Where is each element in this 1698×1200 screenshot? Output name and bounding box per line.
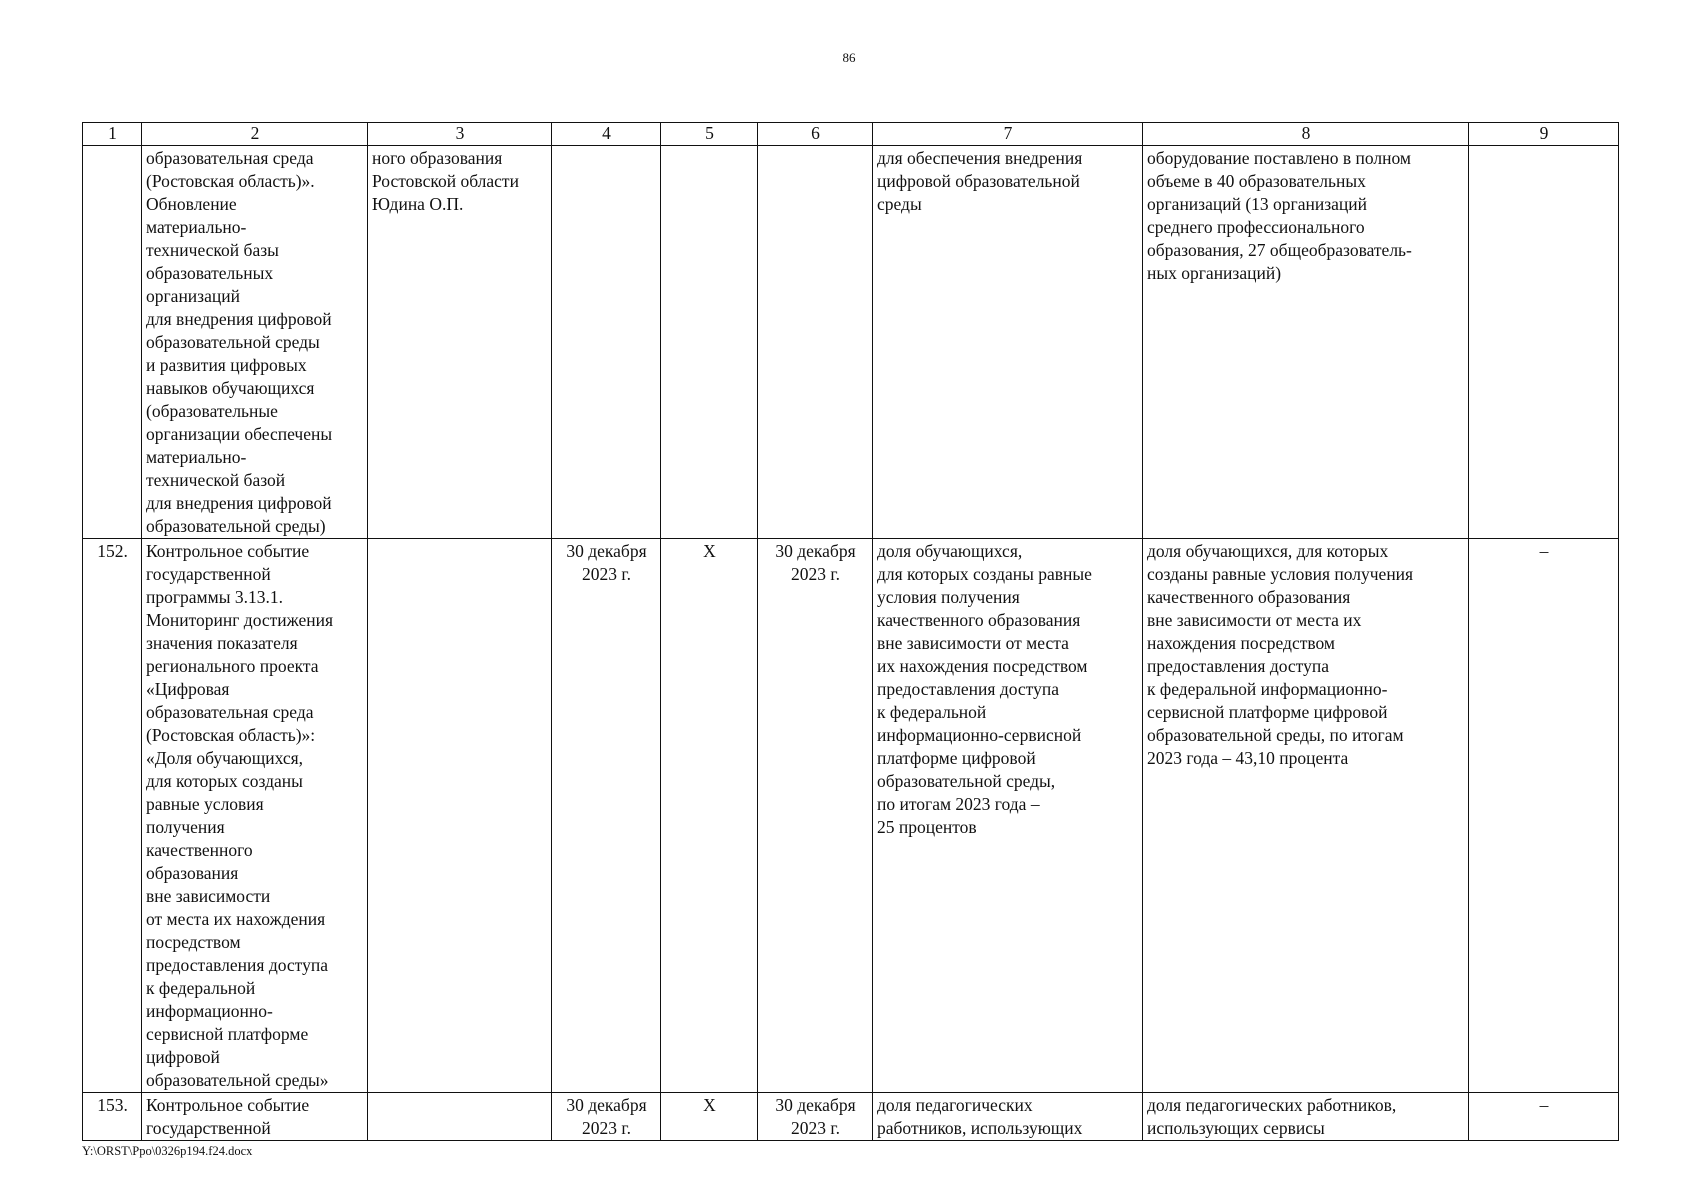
planned-result-line: для обеспечения внедрения	[877, 148, 1083, 168]
planned-result-line: цифровой образовательной	[877, 171, 1080, 191]
event-description-line: материально-	[146, 217, 247, 237]
actual-result-line: организаций (13 организаций	[1147, 194, 1367, 214]
planned-result-cell	[873, 1093, 1143, 1141]
file-path-footer: Y:\ORST\Ppo\0326p194.f24.docx	[82, 1144, 253, 1158]
planned-date-line: 30 декабря	[566, 1095, 647, 1115]
actual-result-line: образовательной среды, по итогам	[1147, 725, 1404, 745]
table-row	[83, 539, 1619, 1093]
planned-result-line: по итогам 2023 года –	[877, 794, 1040, 814]
actual-result-line: нахождения посредством	[1147, 633, 1336, 653]
event-description-line: для которых созданы	[146, 771, 303, 791]
actual-date-line: 30 декабря	[775, 541, 856, 561]
responsible-cell	[368, 1093, 552, 1141]
event-description-line: «Доля обучающихся,	[146, 748, 304, 768]
event-description-line: Обновление	[146, 194, 237, 214]
actual-result-cell	[1143, 539, 1469, 1093]
actual-result-cell	[1143, 1093, 1469, 1141]
note-cell	[1469, 146, 1619, 539]
event-description-line: государственной	[146, 564, 271, 584]
event-description-line: организации обеспечены	[146, 424, 333, 444]
event-description-line: Контрольное событие	[146, 1095, 310, 1115]
actual-date-cell	[758, 146, 873, 539]
planned-result-line: доля педагогических	[877, 1095, 1033, 1115]
planned-result-line: качественного образования	[877, 610, 1081, 630]
row-number-cell	[83, 1093, 142, 1141]
event-description-line: навыков обучающихся	[146, 378, 315, 398]
actual-result-line: качественного образования	[1147, 587, 1351, 607]
event-description-line: (Ростовская область)»:	[146, 725, 316, 745]
event-description-line: для внедрения цифровой	[146, 493, 332, 513]
planned-result-line: их нахождения посредством	[877, 656, 1088, 676]
planned-result-line: к федеральной	[877, 702, 987, 722]
planned-result-line: предоставления доступа	[877, 679, 1059, 699]
row-number-cell	[83, 146, 142, 539]
event-description-line: образовательной среды)	[146, 516, 326, 536]
event-description-line: образовательной среды»	[146, 1070, 329, 1090]
table-row	[83, 1093, 1619, 1141]
planned-result-line: условия получения	[877, 587, 1020, 607]
column-header: 2	[142, 123, 368, 146]
note: –	[1539, 541, 1549, 561]
event-description-cell	[142, 539, 368, 1093]
planned-result-line: 25 процентов	[877, 817, 977, 837]
note: –	[1539, 1095, 1549, 1115]
responsible-cell	[368, 146, 552, 539]
actual-result-line: образования, 27 общеобразователь-	[1147, 240, 1412, 260]
planned-result-line: работников, использующих	[877, 1118, 1083, 1138]
responsible-cell	[368, 539, 552, 1093]
planned-date-cell	[552, 146, 661, 539]
mark-cell	[661, 539, 758, 1093]
column-header: 7	[873, 123, 1143, 146]
actual-result-line: объеме в 40 образовательных	[1147, 171, 1366, 191]
planned-result-line: платформе цифровой	[877, 748, 1036, 768]
report-table	[82, 122, 1619, 1141]
planned-result-line: образовательной среды,	[877, 771, 1056, 791]
event-description-line: Контрольное событие	[146, 541, 310, 561]
planned-date-line: 2023 г.	[582, 1118, 631, 1138]
planned-result-line: информационно-сервисной	[877, 725, 1082, 745]
row-number: 153.	[97, 1095, 128, 1115]
actual-result-line: оборудование поставлено в полном	[1147, 148, 1411, 168]
event-description-line: технической базой	[146, 470, 286, 490]
planned-result-cell	[873, 146, 1143, 539]
mark-cell	[661, 1093, 758, 1141]
planned-result-line: среды	[877, 194, 922, 214]
event-description-line: (образовательные	[146, 401, 278, 421]
column-header: 5	[661, 123, 758, 146]
actual-date-cell	[758, 1093, 873, 1141]
column-header: 1	[83, 123, 142, 146]
event-description-line: цифровой	[146, 1047, 220, 1067]
event-description-line: образования	[146, 863, 239, 883]
table-row	[83, 146, 1619, 539]
event-description-line: образовательной среды	[146, 332, 320, 352]
event-description-line: организаций	[146, 286, 240, 306]
actual-result-line: среднего профессионального	[1147, 217, 1365, 237]
planned-date-cell	[552, 539, 661, 1093]
actual-result-line: доля обучающихся, для которых	[1147, 541, 1389, 561]
actual-result-line: к федеральной информационно-	[1147, 679, 1388, 699]
event-description-line: для внедрения цифровой	[146, 309, 332, 329]
event-description-line: материально-	[146, 447, 247, 467]
actual-result-cell	[1143, 146, 1469, 539]
event-description-line: государственной	[146, 1118, 271, 1138]
planned-result-line: доля обучающихся,	[877, 541, 1023, 561]
responsible-line: Ростовской области	[372, 171, 519, 191]
planned-result-cell	[873, 539, 1143, 1093]
event-description-line: образовательная среда	[146, 702, 314, 722]
event-description-line: информационно-	[146, 1001, 273, 1021]
event-description-line: посредством	[146, 932, 241, 952]
column-header: 6	[758, 123, 873, 146]
actual-result-line: 2023 года – 43,10 процента	[1147, 748, 1349, 768]
actual-date-line: 2023 г.	[791, 564, 840, 584]
note-cell	[1469, 539, 1619, 1093]
mark: Х	[703, 1095, 716, 1115]
row-number: 152.	[97, 541, 128, 561]
actual-result-line: вне зависимости от места их	[1147, 610, 1362, 630]
mark-cell	[661, 146, 758, 539]
actual-result-line: созданы равные условия получения	[1147, 564, 1414, 584]
event-description-line: «Цифровая	[146, 679, 230, 699]
actual-result-line: предоставления доступа	[1147, 656, 1329, 676]
event-description-line: Мониторинг достижения	[146, 610, 334, 630]
mark: Х	[703, 541, 716, 561]
page-number: 86	[842, 50, 856, 65]
column-header: 9	[1469, 123, 1619, 146]
column-header: 4	[552, 123, 661, 146]
responsible-line: ного образования	[372, 148, 503, 168]
responsible-line: Юдина О.П.	[372, 194, 464, 214]
row-number-cell	[83, 539, 142, 1093]
actual-date-cell	[758, 539, 873, 1093]
event-description-line: от места их нахождения	[146, 909, 326, 929]
event-description-line: и развития цифровых	[146, 355, 307, 375]
note-cell	[1469, 1093, 1619, 1141]
event-description-line: качественного	[146, 840, 253, 860]
event-description-line: образовательных	[146, 263, 274, 283]
event-description-line: значения показателя	[146, 633, 298, 653]
actual-result-line: ных организаций)	[1147, 263, 1282, 283]
event-description-cell	[142, 146, 368, 539]
planned-date-line: 2023 г.	[582, 564, 631, 584]
event-description-line: программы 3.13.1.	[146, 587, 283, 607]
event-description-line: предоставления доступа	[146, 955, 328, 975]
actual-result-line: сервисной платформе цифровой	[1147, 702, 1388, 722]
planned-result-line: вне зависимости от места	[877, 633, 1069, 653]
event-description-line: получения	[146, 817, 225, 837]
event-description-line: к федеральной	[146, 978, 256, 998]
event-description-line: технической базы	[146, 240, 279, 260]
event-description-line: равные условия	[146, 794, 264, 814]
event-description-line: сервисной платформе	[146, 1024, 309, 1044]
column-header-row	[83, 123, 1619, 146]
event-description-cell	[142, 1093, 368, 1141]
actual-result-line: доля педагогических работников,	[1147, 1095, 1397, 1115]
planned-date-cell	[552, 1093, 661, 1141]
column-header: 8	[1143, 123, 1469, 146]
actual-date-line: 30 декабря	[775, 1095, 856, 1115]
event-description-line: образовательная среда	[146, 148, 314, 168]
event-description-line: (Ростовская область)».	[146, 171, 315, 191]
planned-date-line: 30 декабря	[566, 541, 647, 561]
planned-result-line: для которых созданы равные	[877, 564, 1092, 584]
actual-result-line: использующих сервисы	[1147, 1118, 1325, 1138]
column-header: 3	[368, 123, 552, 146]
event-description-line: регионального проекта	[146, 656, 319, 676]
actual-date-line: 2023 г.	[791, 1118, 840, 1138]
event-description-line: вне зависимости	[146, 886, 271, 906]
